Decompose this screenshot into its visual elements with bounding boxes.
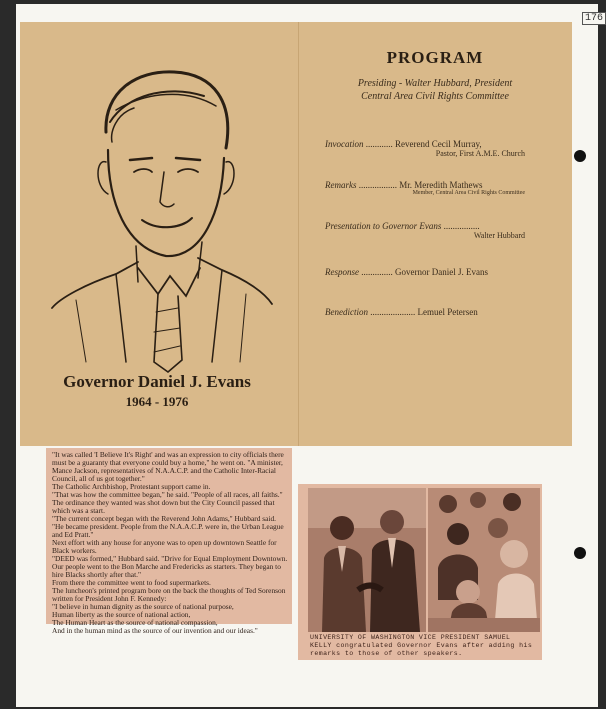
- entry-detail: Member, Central Area Civil Rights Committee: [412, 190, 525, 196]
- entry-detail: Pastor, First A.M.E. Church: [435, 149, 525, 158]
- entry-label: Response: [325, 267, 359, 277]
- article-text: [52, 451, 288, 635]
- article-paragraph: And in the human mind as the source of our invention and our ideas.": [52, 626, 258, 635]
- presiding-line-1: Presiding - Walter Hubbard, President: [357, 78, 513, 89]
- program-entry-invocation: [325, 139, 525, 158]
- entry-label: Presentation to Governor Evans: [325, 221, 442, 231]
- archive-page-number: 176: [582, 12, 606, 25]
- program-entry-presentation: [325, 221, 525, 240]
- article-paragraph: "It was called 'I Believe It's Right' and was an expression to city officials there must be a guaranty that everyone could buy a home," he went on. "A minister, Mance Jackson, representatives of N.A.A.C.P. and the Catholic Inter-Racial Council, all of us got together.": [52, 450, 284, 483]
- entry-label: Benediction: [325, 307, 368, 317]
- newspaper-article-clipping: [46, 448, 292, 635]
- article-paragraph: The Catholic Archbishop, Protestant support came in.: [52, 482, 211, 491]
- crowd-photo: [428, 488, 540, 632]
- card-fold-line: [298, 22, 299, 446]
- article-paragraph: Next effort with any house for anyone was to open up downtown Seattle for Black workers.: [52, 538, 277, 555]
- presiding-line-2: Central Area Civil Rights Committee: [361, 91, 509, 102]
- article-paragraph: "The current concept began with the Reverend John Adams," Hubbard said. "He became president. People from the N.A.A.C.P. were in, the Urban League and Ed Pratt.": [52, 514, 284, 539]
- article-paragraph: "DEED was formed," Hubbard said. "Drive for Equal Employment Downtown. Our people went to the Bon Marche and Fredericks as starters. They began to hire Blacks shortly after that.": [52, 554, 288, 579]
- governor-name: Governor Daniel J. Evans: [63, 372, 251, 391]
- entry-label: Remarks: [325, 180, 357, 190]
- entry-name: Governor Daniel J. Evans: [395, 267, 488, 277]
- program-title: PROGRAM: [386, 48, 484, 67]
- binder-hole-bottom: [574, 547, 586, 559]
- entry-dots: .................: [356, 180, 400, 190]
- entry-dots: ..............: [359, 267, 395, 277]
- article-paragraph: "I believe in human dignity as the source of national purpose,: [52, 602, 234, 611]
- entry-dots: ................: [441, 221, 480, 231]
- entry-name: Reverend Cecil Murray,: [395, 139, 482, 149]
- photo-clipping: [298, 484, 542, 660]
- scrapbook-page: [16, 4, 604, 707]
- handshake-photo: [308, 488, 426, 632]
- article-paragraph: The ordinance they wanted was shot down but the City Council passed that which was a start.: [52, 498, 275, 515]
- article-paragraph: The Human Heart as the source of national compassion,: [52, 618, 218, 627]
- entry-name: Lemuel Petersen: [417, 307, 478, 317]
- program-card: [20, 22, 572, 446]
- entry-dots: ....................: [367, 307, 418, 317]
- program-entry-benediction: [325, 307, 525, 317]
- photo-caption: UNIVERSITY OF WASHINGTON VICE PRESIDENT SAMUEL KELLY congratulated Governor Evans after adding his remarks to those of other speakers.: [310, 634, 533, 657]
- program-entry-remarks: [325, 180, 525, 196]
- article-paragraph: "That was how the committee began," he said. "People of all races, all faiths.": [52, 490, 283, 499]
- governor-portrait-sketch: [46, 62, 276, 372]
- article-paragraph: From there the committee went to food supermarkets.: [52, 578, 211, 587]
- program-entry-response: [325, 267, 525, 277]
- entry-detail: Walter Hubbard: [473, 231, 525, 240]
- article-paragraph: Human liberty as the source of national action,: [52, 610, 191, 619]
- binder-hole-top: [574, 150, 586, 162]
- entry-label: Invocation: [325, 139, 364, 149]
- article-paragraph: The luncheon's printed program bore on the back the thoughts of Ted Sorenson written for President John F. Kennedy:: [52, 586, 286, 603]
- entry-name: Mr. Meredith Mathews: [399, 180, 483, 190]
- presiding-line: [310, 77, 560, 103]
- governor-years: 1964 - 1976: [125, 394, 189, 409]
- entry-dots: ............: [363, 139, 395, 149]
